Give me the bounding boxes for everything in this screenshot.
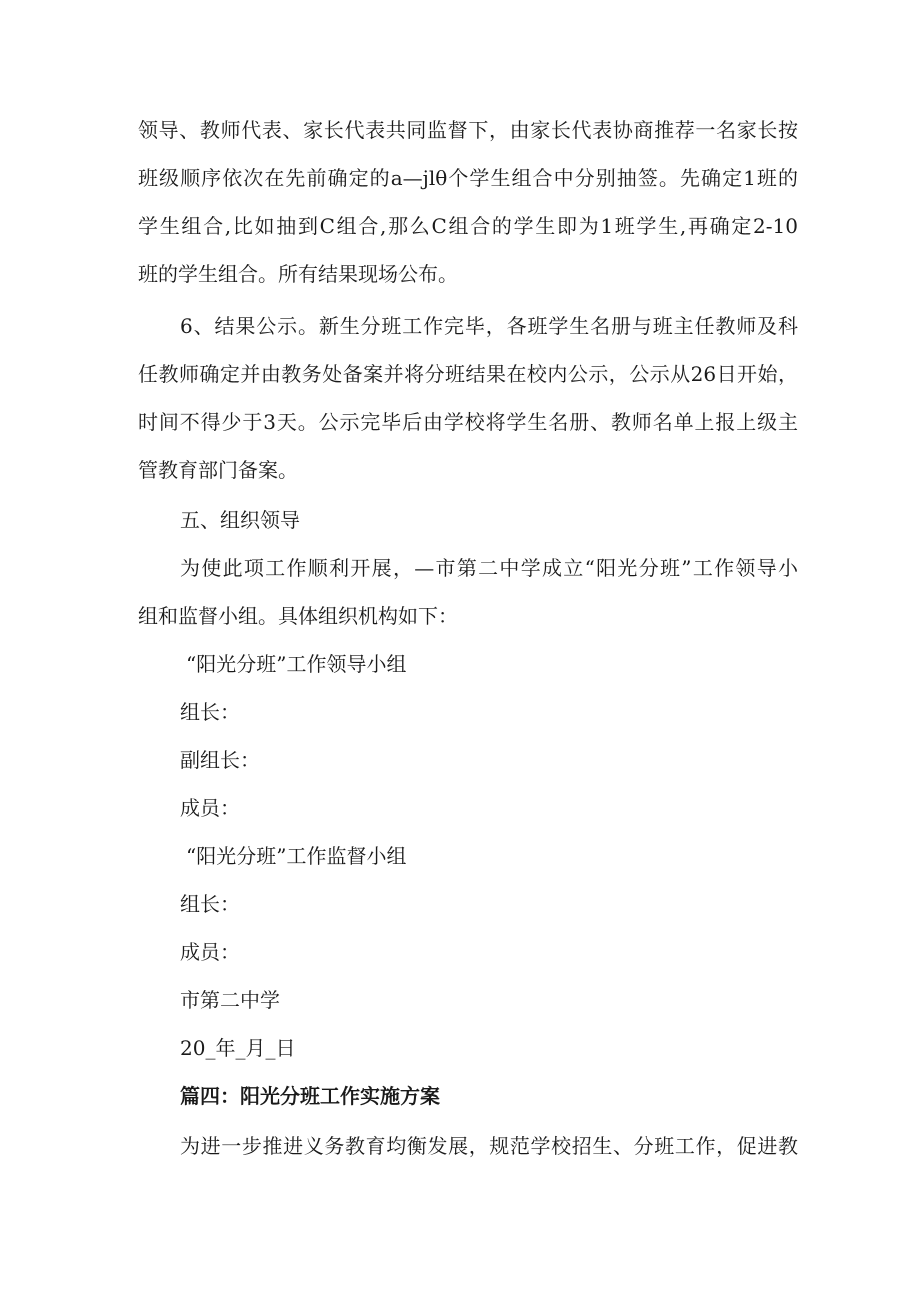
supervise-group-members: 成员：: [180, 940, 240, 964]
document-date: 20_年_月_日: [180, 1036, 296, 1060]
text-line: 班级顺序依次在先前确定的a—jlθ个学生组合中分别抽签。先确定1班的: [138, 166, 798, 190]
text-line: 为使此项工作顺利开展，—市第二中学成立“阳光分班”工作领导小: [180, 556, 798, 580]
leader-group-deputy: 副组长：: [180, 748, 260, 772]
school-name: 市第二中学: [180, 988, 280, 1012]
text-line: 管教育部门备案。: [138, 458, 298, 482]
text-line: 学生组合,比如抽到C组合,那么C组合的学生即为1班学生,再确定2-10: [138, 214, 798, 238]
paragraph-chapter-intro: [138, 1122, 798, 1170]
leader-group-members: 成员：: [180, 796, 240, 820]
paragraph-result-publicity: [138, 302, 798, 494]
supervise-group-head: 组长：: [180, 892, 240, 916]
leader-group-title: “阳光分班”工作领导小组: [186, 652, 407, 676]
text-line: 为进一步推进义务教育均衡发展，规范学校招生、分班工作，促进教: [180, 1134, 798, 1158]
text-line: 时间不得少于3天。公示完毕后由学校将学生名册、教师名单上报上级主: [138, 410, 798, 434]
text-line: 组和监督小组。具体组织机构如下：: [138, 604, 458, 628]
paragraph-organization: [138, 544, 798, 640]
section-heading-organization: 五、组织领导: [180, 508, 300, 532]
paragraph-lottery: [138, 106, 798, 298]
text-line: 领导、教师代表、家长代表共同监督下，由家长代表协商推荐一名家长按: [138, 118, 798, 142]
chapter-heading: 篇四：阳光分班工作实施方案: [180, 1084, 440, 1108]
leader-group-head: 组长：: [180, 700, 240, 724]
text-line: 6、结果公示。新生分班工作完毕，各班学生名册与班主任教师及科: [180, 314, 798, 338]
supervise-group-title: “阳光分班”工作监督小组: [186, 844, 407, 868]
text-line: 班的学生组合。所有结果现场公布。: [138, 262, 458, 286]
text-line: 任教师确定并由教务处备案并将分班结果在校内公示，公示从26日开始，: [138, 362, 798, 386]
